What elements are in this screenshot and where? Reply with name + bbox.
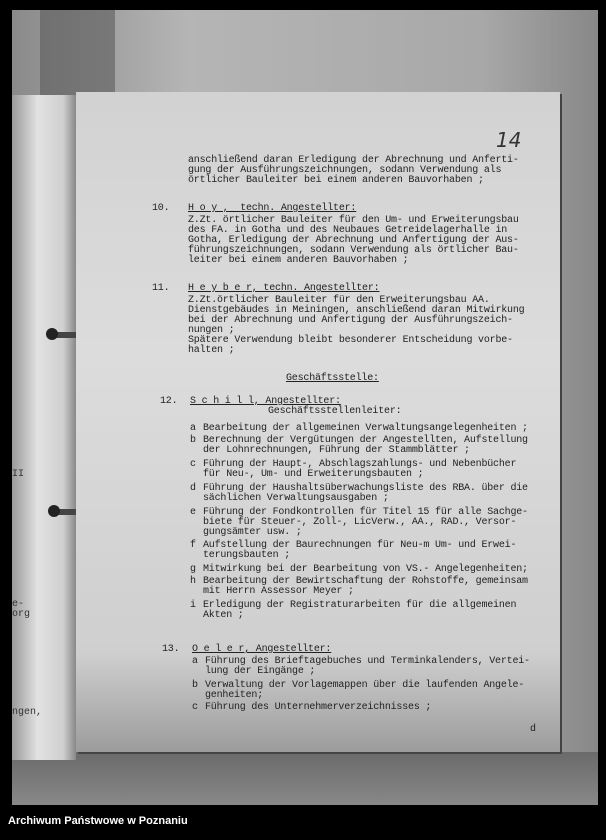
item-line: für Neu-, Um- und Erweiterungsbauten ; [203, 469, 424, 480]
entry-number: 10. [152, 203, 170, 214]
section-title: Geschäftsstelle: [286, 373, 379, 384]
entry-line: Gotha, Erledigung der Abrechnung und Anfertigung der Aus- [188, 235, 519, 246]
entry-number: 11. [152, 283, 170, 294]
intro-line: gung der Ausführungszeichnungen, sodann Verwendung als [188, 165, 502, 176]
item-line: genheiten; [205, 690, 264, 701]
item-letter: d [190, 483, 196, 494]
margin-fragment: e- [12, 599, 25, 610]
item-letter: b [190, 435, 196, 446]
item-line: lung der Eingänge ; [205, 666, 316, 677]
item-line: biete für Steuer-, Zoll-, LicVerw., AA., RAD., Versor- [203, 517, 517, 528]
item-letter: b [192, 680, 198, 691]
item-letter: c [192, 702, 198, 713]
entry-line: Z.Zt.örtlicher Bauleiter für den Erweiterungsbau AA. [188, 295, 490, 306]
archive-caption: Archiwum Państwowe w Poznaniu [8, 815, 188, 827]
entry-line: Z.Zt. örtlicher Bauleiter für den Um- und Erweiterungsbau [188, 215, 519, 226]
intro-line: örtlicher Bauleiter bei einem anderen Bauvorhaben ; [188, 175, 484, 186]
item-line: Erledigung der Registraturarbeiten für die allgemeinen [203, 600, 517, 611]
page-footer-mark: d [530, 724, 536, 735]
entry-line: bei der Abrechnung und Anfertigung der Ausführungszeich- [188, 315, 513, 326]
margin-fragment: II [12, 469, 25, 480]
entry-number: 13. [162, 644, 180, 655]
entry-line: führungszeichnungen, sodann Verwendung als örtlicher Bau- [188, 245, 519, 256]
margin-fragment: org [12, 609, 31, 620]
entry-line: des FA. in Gotha und des Neubaues Getreidelagerhalle in [188, 225, 508, 236]
entry-line: halten ; [188, 345, 235, 356]
entry-number: 12. [160, 396, 178, 407]
entry-line: nungen ; [188, 325, 235, 336]
item-line: sächlichen Verwaltungsausgaben ; [203, 493, 389, 504]
item-line: Akten ; [203, 610, 244, 621]
entry-subheading: Geschäftsstellenleiter: [268, 406, 402, 417]
entry-heading: O e l e r, Angestellter: [192, 644, 332, 655]
entry-heading: H e y b e r, techn. Angestellter: [188, 283, 380, 294]
item-line: Führung der Fondkontrollen für Titel 15 für alle Sachge- [203, 507, 528, 518]
previous-page-edge [12, 95, 76, 760]
entry-line: Dienstgebäudes in Meiningen, anschließend daran Mitwirkung [188, 305, 525, 316]
entry-heading: H o y , techn. Angestellter: [188, 203, 357, 214]
item-line: Mitwirkung bei der Bearbeitung von VS.- Angelegenheiten; [203, 564, 528, 575]
item-line: Bearbeitung der allgemeinen Verwaltungsangelegenheiten ; [203, 423, 528, 434]
item-line: der Lohnrechnungen, Führung der Stammblätter ; [203, 445, 470, 456]
item-line: terungsbauten ; [203, 550, 291, 561]
item-line: mit Herrn Assessor Meyer ; [203, 586, 354, 597]
item-line: Führung der Haupt-, Abschlagszahlungs- und Nebenbücher [203, 459, 517, 470]
item-line: Verwaltung der Vorlagemappen über die laufenden Angele- [205, 680, 525, 691]
folder-bottom [12, 752, 598, 805]
intro-line: anschließend daran Erledigung der Abrechnung und Anferti- [188, 155, 519, 166]
item-line: Bearbeitung der Bewirtschaftung der Rohstoffe, gemeinsam [203, 576, 528, 587]
item-line: Führung des Brieftagebuches und Terminkalenders, Vertei- [205, 656, 530, 667]
item-line: gungsämter usw. ; [203, 527, 302, 538]
item-letter: a [190, 423, 196, 434]
item-line: Führung der Haushaltsüberwachungsliste des RBA. über die [203, 483, 528, 494]
margin-fragment: ngen, [12, 707, 43, 718]
item-letter: e [190, 507, 196, 518]
entry-line: Spätere Verwendung bleibt besonderer Entscheidung vorbe- [188, 335, 513, 346]
item-letter: i [190, 600, 196, 611]
item-letter: h [190, 576, 196, 587]
item-letter: c [190, 459, 196, 470]
item-letter: f [190, 540, 196, 551]
item-line: Berechnung der Vergütungen der Angestellten, Aufstellung [203, 435, 528, 446]
entry-line: leiter bei einem anderen Bauvorhaben ; [188, 255, 409, 266]
item-line: Führung des Unternehmerverzeichnisses ; [205, 702, 432, 713]
entry-heading: S c h i l l, Angestellter: [190, 396, 341, 407]
handwritten-page-number: 14 [496, 128, 522, 152]
item-letter: g [190, 564, 196, 575]
item-line: Aufstellung der Baurechnungen für Neu-m Um- und Erwei- [203, 540, 517, 551]
item-letter: a [192, 656, 198, 667]
